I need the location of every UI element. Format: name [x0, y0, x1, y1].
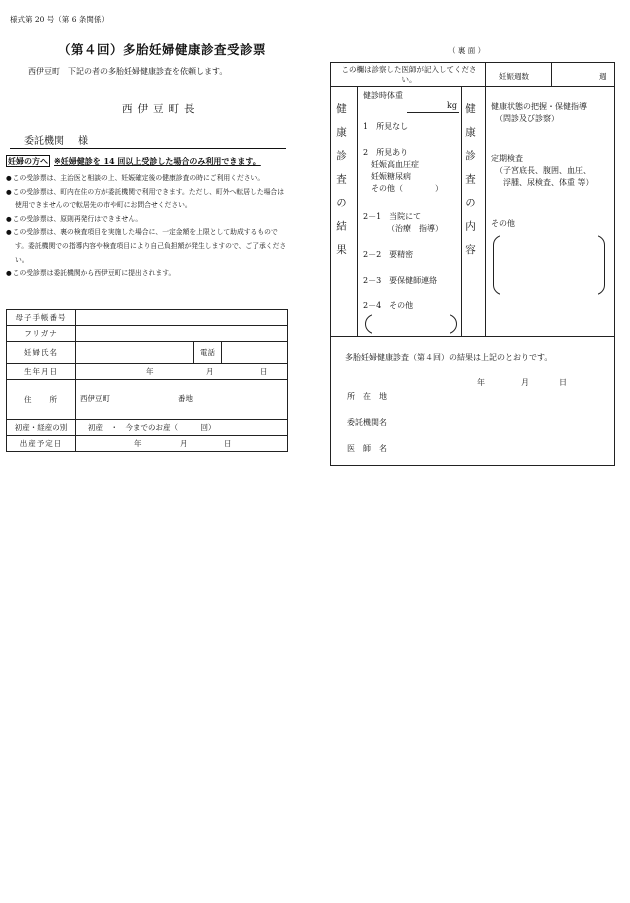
client-institution — [10, 132, 286, 149]
location-label: 所 在 地 — [347, 392, 387, 401]
notice-item: ● この受診票は、原則再発行はできません。 — [6, 213, 290, 227]
result-2-4: 2－4 その他 — [363, 301, 414, 310]
due-month-label: 月 — [180, 439, 188, 448]
result-2b: 妊娠糖尿病 — [371, 172, 411, 181]
client-label: 委託機関 — [24, 136, 64, 147]
other-content-bracket[interactable] — [493, 235, 605, 295]
notice-header — [6, 156, 261, 167]
day-label: 日 — [260, 367, 268, 376]
result-statement: 多胎妊婦健康診査（第４回）の結果は上記のとおりです。 — [345, 353, 553, 362]
result-2-2: 2－2 要精密 — [363, 250, 414, 259]
result-2-3: 2－3 要保健師連絡 — [363, 276, 438, 285]
furigana-label: フリガナ — [7, 326, 76, 342]
due-date-label: 出産予定日 — [7, 436, 76, 452]
other-result-bracket[interactable] — [365, 314, 457, 334]
date-month: 月 — [521, 378, 529, 387]
content-2b: （子宮底長、腹囲、血圧、 — [495, 166, 591, 175]
result-2-1: 2－1 当院にて — [363, 212, 422, 221]
name-label: 妊婦氏名 — [7, 342, 76, 364]
content-2: 定期検査 — [491, 154, 523, 163]
client-suffix: 様 — [78, 136, 88, 147]
parity-field[interactable]: 初産 ・ 今までのお産（ 回） — [76, 420, 288, 436]
kg-unit: kg — [447, 101, 457, 110]
date-year: 年 — [477, 378, 485, 387]
weight-label: 健診時体重 — [363, 91, 403, 100]
result-2-1b: （治療 指導） — [387, 224, 443, 233]
results-heading: 健康診査の結果 — [335, 103, 347, 268]
request-text: 西伊豆町 下記の者の多胎妊婦健康診査を依頼します。 — [28, 67, 228, 76]
notice-box: 妊婦の方へ — [8, 156, 48, 166]
page-title: （第４回）多胎妊婦健康診査受診票 — [58, 42, 267, 57]
due-year-label: 年 — [134, 439, 142, 448]
parity-label: 初産・経産の別 — [7, 420, 76, 436]
notice-item: ● この受診票は、町内在住の方が委託機関で利用できます。ただし、町外へ転居した場合は使用できませんので転居先の市や町にお問合せください。 — [6, 186, 290, 213]
table-row — [7, 380, 288, 420]
content-heading: 健康診査の内容 — [464, 103, 476, 268]
address-label: 住 所 — [7, 380, 76, 420]
birth-label: 生年月日 — [7, 364, 76, 380]
back-side-label: （ 裏 面 ） — [448, 46, 486, 55]
form-number: 様式第 20 号（第 6 条関係） — [10, 15, 109, 24]
notice-item: ● この受診票は委託機関から西伊豆町に提出されます。 — [6, 267, 290, 281]
content-1b: （問診及び診察） — [495, 114, 559, 123]
address-field[interactable] — [76, 380, 288, 420]
due-date-field[interactable] — [76, 436, 288, 452]
result-2: 2 所見あり — [363, 148, 409, 157]
result-1: 1 所見なし — [363, 122, 409, 131]
handbook-no-field[interactable] — [76, 310, 288, 326]
handbook-no-label: 母子手帳番号 — [7, 310, 76, 326]
table-row — [7, 436, 288, 452]
phone-label: 電話 — [194, 342, 222, 364]
town-label: 西伊豆町 — [80, 394, 110, 403]
phone-field[interactable] — [222, 342, 288, 364]
notice-item: ● この受診票は、裏の検査項目を実施した場合に、一定金額を上限として助成するものです。委託機関での指導内容や検査項目により自己負担額が発生しますので、ご了承ください。 — [6, 226, 290, 267]
due-day-label: 日 — [224, 439, 232, 448]
back-form — [330, 62, 615, 466]
notice-item: ● この受診票は、主治医と相談の上、妊娠確定後の健康診査の時にご利用ください。 — [6, 172, 290, 186]
table-row — [7, 310, 288, 326]
name-field[interactable] — [76, 342, 194, 364]
notice-list — [6, 172, 290, 281]
content-3: その他 — [491, 219, 515, 228]
year-label: 年 — [146, 367, 154, 376]
patient-info-table — [6, 309, 288, 452]
doctor-note: この欄は診察した医師が記入してください。 — [341, 65, 477, 84]
content-1: 健康状態の把握・保健指導 — [491, 102, 587, 111]
date-day: 日 — [559, 378, 567, 387]
result-2c: その他（ ） — [371, 184, 443, 193]
doctor-label: 医 師 名 — [347, 444, 387, 453]
table-row — [7, 342, 288, 364]
institution-label: 委託機関名 — [347, 418, 387, 427]
weeks-label: 妊娠週数 — [499, 72, 529, 81]
month-label: 月 — [206, 367, 214, 376]
table-row — [7, 326, 288, 342]
result-2a: 妊娠高血圧症 — [371, 160, 419, 169]
notice-note: ※妊婦健診を 14 回以上受診した場合のみ利用できます。 — [54, 156, 261, 166]
weeks-unit: 週 — [599, 72, 607, 81]
table-row — [7, 364, 288, 380]
birth-field[interactable] — [76, 364, 288, 380]
table-row — [7, 420, 288, 436]
content-2c: 浮腫、尿検査、体重 等） — [503, 178, 594, 187]
furigana-field[interactable] — [76, 326, 288, 342]
mayor-signature: 西伊豆町長 — [122, 103, 200, 115]
banchi-label: 番地 — [178, 394, 193, 403]
